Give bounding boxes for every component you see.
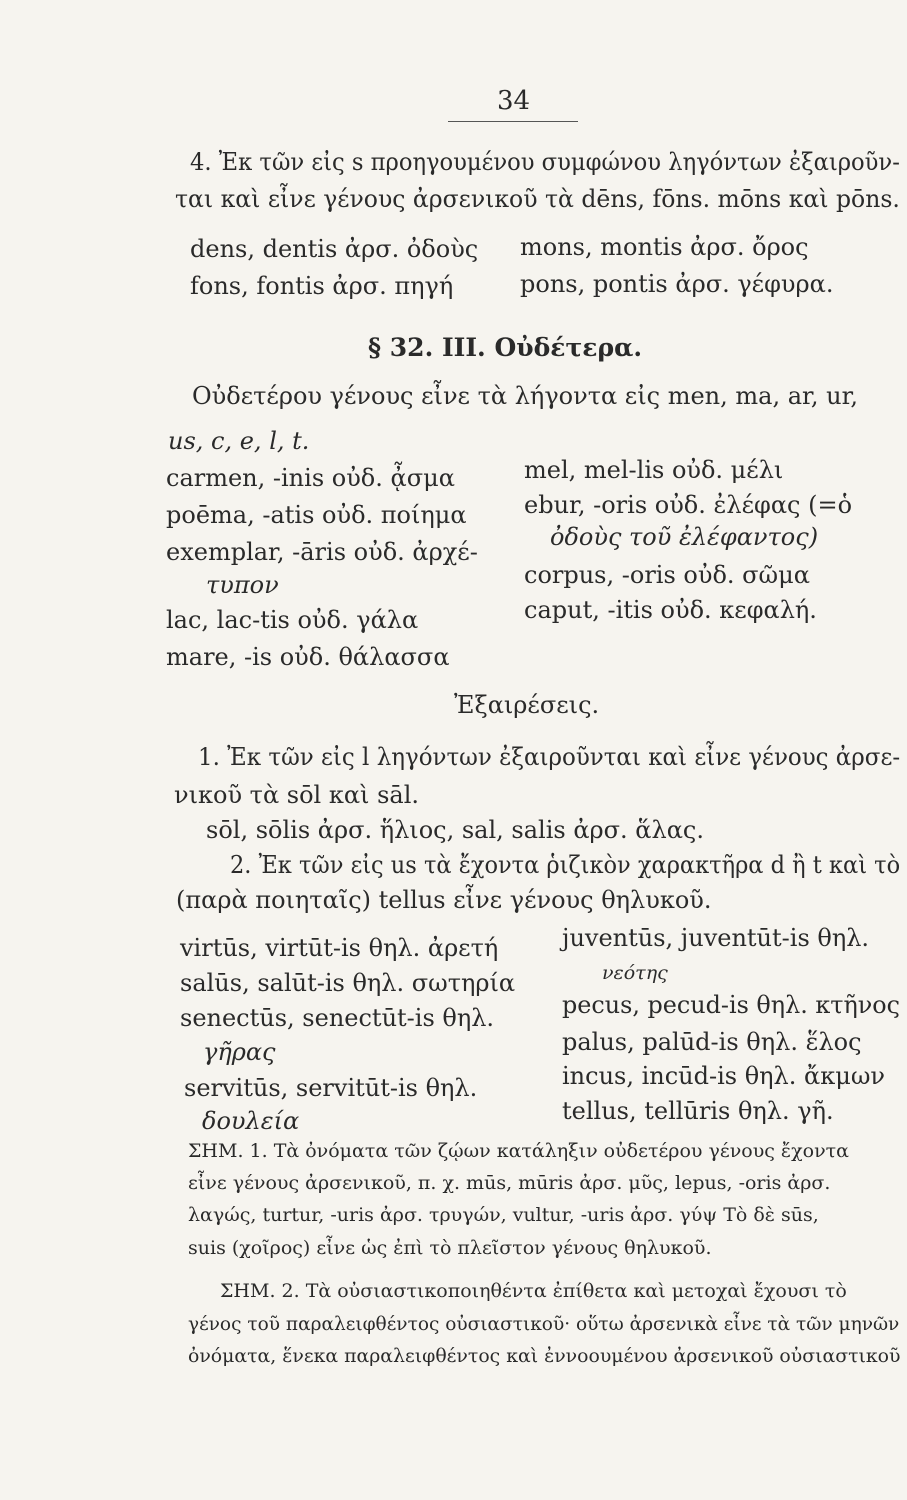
note1-line1: ΣΗΜ. 1. Τὰ ὀνόματα τῶν ζῴων κατάληξιν οὐδετέρου γένους ἔχοντα — [188, 1140, 849, 1162]
exception1-example: sōl, sōlis ἀρσ. ἥλιος, sal, salis ἀρσ. ἅλας. — [206, 816, 704, 844]
exception2-example-right-2: νεότης — [602, 962, 668, 984]
neuter-example-left-2: poēma, -atis οὐδ. ποίημα — [166, 501, 467, 529]
exception2-example-left-6: δουλεία — [202, 1107, 300, 1135]
note2-line3: ὀνόματα, ἕνεκα παραλειφθέντος καὶ ἐννοουμένου ἀρσενικοῦ οὐσιαστικοῦ — [188, 1345, 901, 1367]
neuter-example-left-3: exemplar, -āris οὐδ. ἀρχέ- — [166, 538, 478, 566]
neuter-example-left-6: mare, -is οὐδ. θάλασσα — [166, 643, 450, 671]
neuter-example-left-4: τυπον — [206, 571, 279, 599]
neuter-example-right-4: corpus, -oris οὐδ. σῶμα — [524, 561, 810, 589]
exception2-line2: (παρὰ ποιηταῖς) tellus εἶνε γένους θηλυκοῦ. — [176, 886, 712, 914]
page-number: 34 — [497, 86, 531, 116]
exception2-example-right-3: pecus, pecud-is θηλ. κτῆνος — [562, 991, 900, 1019]
section-heading: § 32. III. Οὐδέτερα. — [368, 333, 643, 362]
exception2-example-left-4: γῆρας — [203, 1038, 276, 1066]
note1-line3: λαγώς, turtur, -uris ἀρσ. τρυγών, vultur, -uris ἀρσ. γύψ Τὸ δὲ sūs, — [188, 1204, 819, 1226]
exception2-example-left-3: senectūs, senectūt-is θηλ. — [180, 1004, 495, 1032]
exception2-line1: 2. Ἐκ τῶν εἰς us τὰ ἔχοντα ῥιζικὸν χαρακτῆρα d ἢ t καὶ τὸ — [230, 851, 901, 879]
exception2-example-left-1: virtūs, virtūt-is θηλ. ἀρετή — [180, 934, 499, 962]
neuter-example-right-1: mel, mel-lis οὐδ. μέλι — [524, 456, 784, 484]
note1-line4: suis (χοῖρος) εἶνε ὡς ἐπὶ τὸ πλεῖστον γένους θηλυκοῦ. — [188, 1237, 712, 1259]
rule4-line1: 4. Ἐκ τῶν εἰς s προηγουμένου συμφώνου ληγόντων ἐξαιροῦν- — [190, 148, 900, 176]
exception2-example-left-2: salūs, salūt-is θηλ. σωτηρία — [180, 969, 516, 997]
exceptions-heading: Ἐξαιρέσεις. — [454, 691, 600, 719]
neuter-example-right-2: ebur, -oris οὐδ. ἐλέφας (=ὁ — [524, 491, 853, 519]
exception1-line1: 1. Ἐκ τῶν εἰς l ληγόντων ἐξαιροῦνται καὶ εἶνε γένους ἀρσε- — [198, 743, 901, 771]
neuter-example-left-5: lac, lac-tis οὐδ. γάλα — [166, 606, 419, 634]
exception2-example-right-5: incus, incūd-is θηλ. ἄκμων — [562, 1062, 885, 1090]
note2-line1: ΣΗΜ. 2. Τὰ οὐσιαστικοποιηθέντα ἐπίθετα καὶ μετοχαὶ ἔχουσι τὸ — [220, 1280, 847, 1302]
neuter-example-right-5: caput, -itis οὐδ. κεφαλή. — [524, 596, 817, 624]
exception1-line2: νικοῦ τὰ sōl καὶ sāl. — [174, 781, 420, 809]
rule4-example-right-1: mons, montis ἀρσ. ὄρος — [520, 233, 809, 261]
note2-line2: γένος τοῦ παραλειφθέντος οὐσιαστικοῦ· οὕτω ἀρσενικὰ εἶνε τὰ τῶν μηνῶν — [188, 1313, 900, 1335]
exception2-example-right-1: juventūs, juventūt-is θηλ. — [562, 924, 870, 952]
rule4-line2: ται καὶ εἶνε γένους ἀρσενικοῦ τὰ dēns, fōns. mōns καὶ pōns. — [175, 185, 900, 213]
note1-line2: εἶνε γένους ἀρσενικοῦ, π. χ. mūs, mūris ἀρσ. μῦς, lepus, -oris ἀρσ. — [188, 1172, 831, 1194]
rule4-example-left-2: fons, fontis ἀρσ. πηγή — [190, 272, 454, 300]
neuter-example-right-3: ὀδοὺς τοῦ ἐλέφαντος) — [550, 523, 819, 551]
rule4-example-left-1: dens, dentis ἀρσ. ὀδοὺς — [190, 235, 479, 263]
header-rule — [448, 121, 578, 122]
exception2-example-right-4: palus, palūd-is θηλ. ἕλος — [562, 1028, 862, 1056]
rule4-example-right-2: pons, pontis ἀρσ. γέφυρα. — [520, 270, 834, 298]
neuter-example-left-1: carmen, -inis οὐδ. ᾆσμα — [166, 464, 455, 492]
neuter-intro-line2: us, c, e, l, t. — [168, 427, 310, 455]
exception2-example-right-6: tellus, tellūris θηλ. γῆ. — [562, 1097, 834, 1125]
exception2-example-left-5: servitūs, servitūt-is θηλ. — [184, 1074, 478, 1102]
neuter-intro-line1: Οὐδετέρου γένους εἶνε τὰ λήγοντα εἰς men, ma, ar, ur, — [192, 382, 859, 410]
